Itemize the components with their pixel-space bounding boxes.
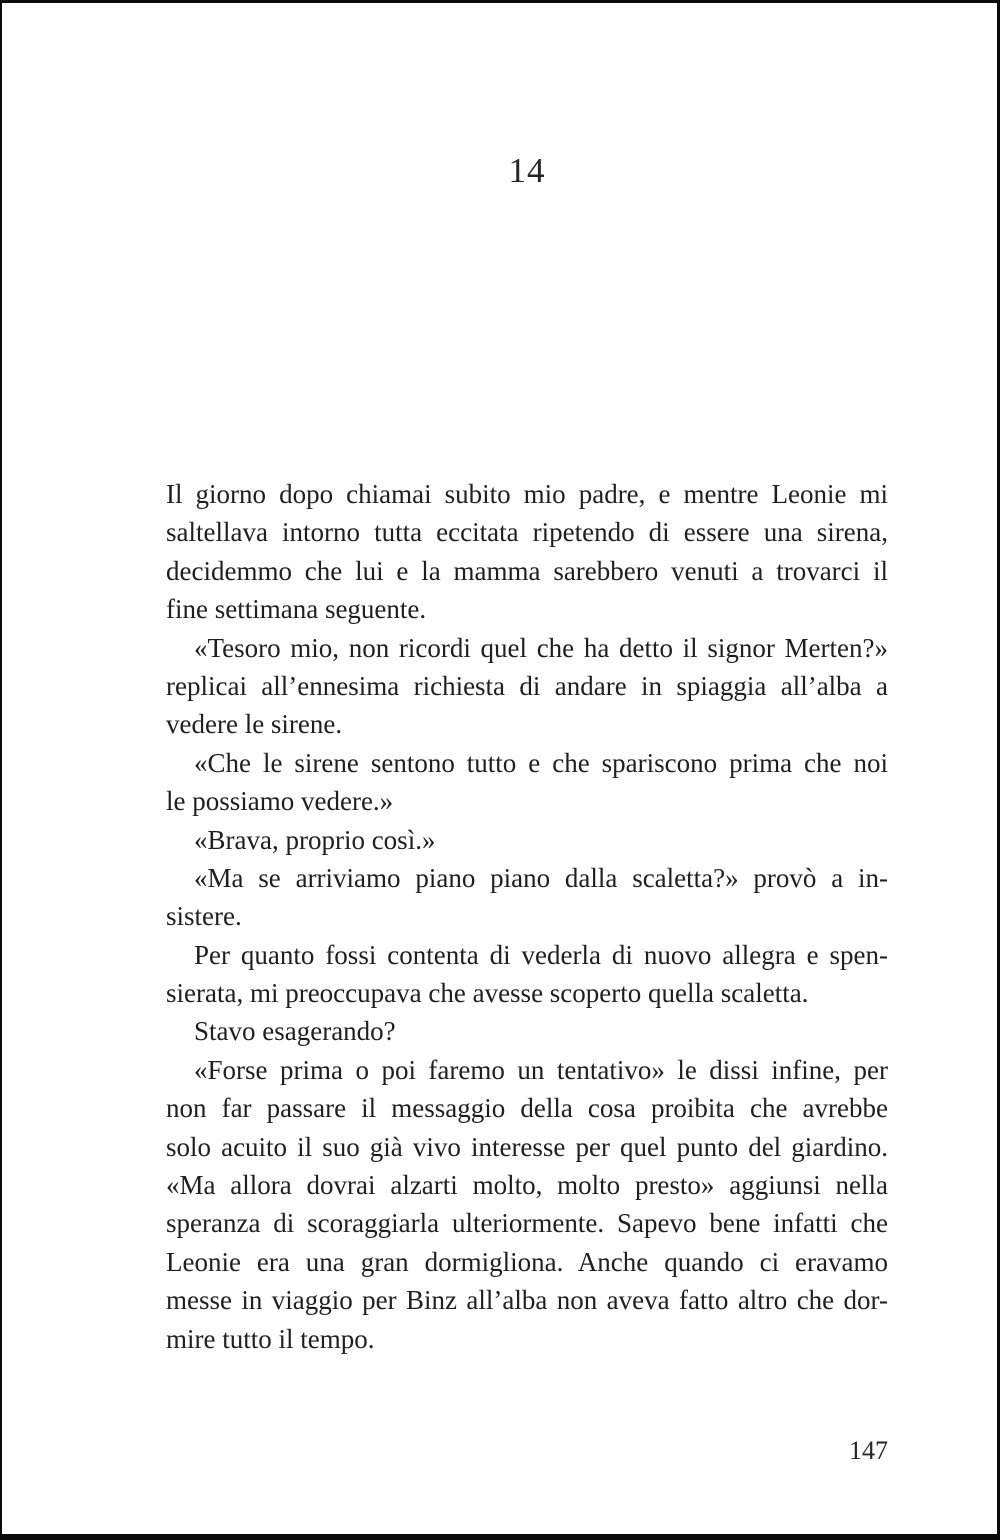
text-line: Per quanto fossi contenta di vederla di nuovo allegra e spen-	[194, 939, 888, 970]
text-line: le possiamo vedere.»	[166, 786, 394, 817]
text-line: «Ma se arriviamo piano piano dalla scaletta?» provò a in-	[194, 862, 888, 893]
text-line: «Brava, proprio così.»	[194, 824, 436, 855]
text-line: Stavo esagerando?	[194, 1016, 396, 1047]
text-line: fine settimana seguente.	[166, 594, 427, 625]
text-line: «Tesoro mio, non ricordi quel che ha detto il signor Merten?»	[194, 632, 888, 663]
text-line: messe in viaggio per Binz all’alba non aveva fatto altro che dor-	[166, 1285, 888, 1316]
text-line: mire tutto il tempo.	[166, 1323, 375, 1354]
text-line: «Che le sirene sentono tutto e che spariscono prima che noi	[194, 747, 888, 778]
text-line: sierata, mi preoccupava che avesse scoperto quella scaletta.	[166, 978, 809, 1009]
body-text	[166, 475, 888, 1358]
text-line: replicai all’ennesima richiesta di andare in spiaggia all’alba a	[166, 670, 888, 701]
text-line: «Forse prima o poi faremo un tentativo» le dissi infine, per	[194, 1054, 888, 1085]
text-line: speranza di scoraggiarla ulteriormente. Sapevo bene infatti che	[166, 1208, 888, 1239]
text-line: vedere le sirene.	[166, 709, 343, 740]
text-line: decidemmo che lui e la mamma sarebbero venuti a trovarci il	[166, 555, 888, 586]
chapter-number: 14	[508, 151, 546, 190]
text-line: Leonie era una gran dormigliona. Anche quando ci eravamo	[166, 1246, 888, 1277]
text-line: saltellava intorno tutta eccitata ripetendo di essere una sirena,	[166, 517, 888, 548]
text-line: solo acuito il suo già vivo interesse per quel punto del giardino.	[166, 1131, 888, 1162]
text-line: «Ma allora dovrai alzarti molto, molto presto» aggiunsi nella	[166, 1170, 888, 1201]
text-line: Il giorno dopo chiamai subito mio padre, e mentre Leonie mi	[166, 479, 888, 509]
text-line: sistere.	[166, 901, 242, 932]
text-line: non far passare il messaggio della cosa proibita che avrebbe	[166, 1093, 888, 1124]
page-number: 147	[849, 1436, 888, 1465]
